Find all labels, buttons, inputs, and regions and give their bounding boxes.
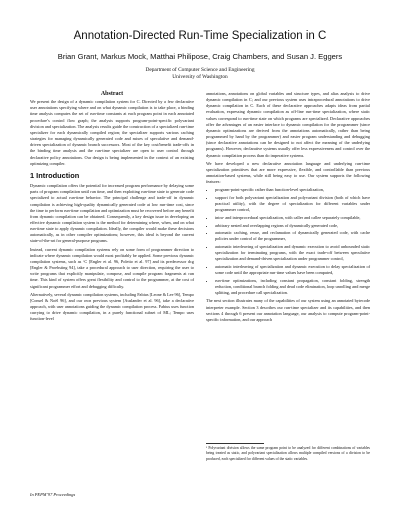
feature-list	[206, 187, 370, 296]
paper-title: Annotation-Directed Run-Time Specialization in C	[73, 30, 327, 42]
abstract-heading: Abstract	[100, 91, 124, 97]
footnote: ¹ Polyvariant division allows the same program point to be analyzed for different combinations of variables being treated as static, and polyvariant specialization allows multiple compiled versions of a division to be produced, each specialized for different values of the static variables.	[206, 446, 370, 461]
feature-list-item: • run-time optimizations, including constant propagation, constant folding, strength reduction, conditional branch folding and dead code elimination, loop unrolling and merge splitting, and procedure call specialization.	[215, 278, 370, 296]
author-list: Brian Grant, Markus Mock, Matthai Philipose, Craig Chambers, and Susan J. Eggers	[57, 52, 343, 61]
feature-list-item: • program-point-specific rather than function-level specialization,	[215, 187, 370, 193]
intro-paragraph-1: Dynamic compilation offers the potential for increased program performance by delaying some parts of program compilation until run time, and then exploiting run-time state to generate code specialized to actual run-time behavior. The principal challenge and trade-off in dynamic compilation is achieving high-quality dynamically generated code at low run-time cost, since the time to perform run-time compilation and optimization must be recovered before any benefit from dynamic compilation can be obtained. Consequently, a key design issue in developing an effective dynamic compilation system is the method for determining where, when, and on what run-time state to apply dynamic compilation. Ideally, the compiler would make these decisions automatically, as in other compiler optimizations; however, this ideal is beyond the current state-of-the-art for general-purpose programs.	[30, 183, 194, 244]
feature-list-item: • support for both polyvariant specialization and polyvariant division (both of which have practical utility), with the degree of specialization for different variables under programmer control,	[215, 195, 370, 213]
proceedings-footer: In PEPM’97 Proceedings	[30, 492, 76, 497]
affiliation-university: University of Washington	[172, 74, 228, 80]
feature-list-item: • intra- and interprocedural specialization, with caller and callee separately compilable,	[215, 215, 370, 221]
body-paragraph-3: The next section illustrates many of the capabilities of our system using an annotated bytecode interpreter example. Section 3 describes our run-time specializer and its capabilities, and then sections 4 through 6 present our annotation language, our analysis to compute program-point-specific information, and our approach	[206, 298, 370, 322]
intro-paragraph-3: Alternatively, several dynamic compilation systems, including Fabius [Leone & Lee 96], Tempo [Consel & Noël 96], and our own previous system [Auslander et al. 96], take a declarative approach, with user annotations guiding the dynamic compilation process. Fabius uses function currying to drive dynamic compilation, in a purely functional subset of ML; Tempo uses function-level	[30, 291, 194, 322]
footnote-divider	[206, 443, 264, 444]
feature-list-item: • automatic interleaving of specialization and dynamic execution to avoid unbounded static specialization for terminating programs, with the exact trade-off between speculative specialization and demand-driven specialization under programmer control,	[215, 244, 370, 262]
feature-list-item: • arbitrary nested and overlapping regions of dynamically generated code,	[215, 223, 370, 229]
feature-list-item: • automatic interleaving of specialization and dynamic execution to delay specialization of some code until the appropriate run-time values have been computed,	[215, 264, 370, 276]
abstract-text: We present the design of a dynamic compilation system for C. Directed by a few declarative user annotations specifying where and on what dynamic compilation is to take place, a binding time analysis computes the set of run-time constants at each program point in each annotated procedure’s control flow graph; the analysis supports program-point-specific polyvariant division and specialization. The analysis results guide the construction of a specialized run-time specializer for each dynamically compiled region; the specializer supports various caching strategies for managing dynamically generated code and mixes of speculative and demand-driven specialization of dynamic branch successors. Most of the key cost/benefit trade-offs in the binding time analysis and the run-time specializer are open to user control through declarative policy annotations. Our design is being implemented in the context of an existing optimizing compiler.	[30, 99, 194, 166]
section-heading-introduction: 1 Introduction	[30, 170, 80, 180]
body-paragraph-1: annotations, annotations on global variables and structure types, and alias analysis to drive dynamic compilation in C; and our previous system uses intraprocedural annotations to drive dynamic compilation in C. Each of these declarative approaches adapts ideas from partial evaluation, expressing dynamic compilation as off-line run-time specialization, where static values correspond to run-time state on which programs are specialized. Declarative approaches offer the advantages of an easier interface to dynamic compilation for the programmer (since dynamic optimizations are derived from the annotations automatically, rather than being programmed by hand by the programmer) and easier program understanding and debugging (since declarative annotations can be designed to not affect the meaning of the underlying programs). However, declarative systems usually offer less expressiveness and control over the dynamic compilation process than do imperative systems.	[206, 91, 370, 158]
left-column	[30, 91, 194, 324]
body-paragraph-2: We have developed a new declarative annotation language and underlying run-time specialization primitives that are more expressive, flexible, and controllable than previous annotation-based systems, while still being easy to use. Our system supports the following features:	[206, 160, 370, 185]
feature-list-item: • automatic caching, reuse, and reclamation of dynamically generated code, with cache policies under control of the programmer,	[215, 230, 370, 242]
right-column	[206, 91, 370, 325]
affiliation-department: Department of Computer Science and Engineering	[145, 67, 255, 73]
intro-paragraph-2: Instead, current dynamic compilation systems rely on some form of programmer direction to indicate where dynamic compilation would most profitably be applied. Some previous dynamic compilation systems, such as ‘C [Engler et al. 96, Poletto et al. 97] and its predecessor dcg [Engler & Proebsting 94], take a procedural approach to user direction, requiring the user to write programs that explicitly manipulate, compose, and compile program fragments at run time. This kind of system offers great flexibility and control to the programmer, at the cost of significant programmer effort and debugging difficulty.	[30, 246, 194, 289]
